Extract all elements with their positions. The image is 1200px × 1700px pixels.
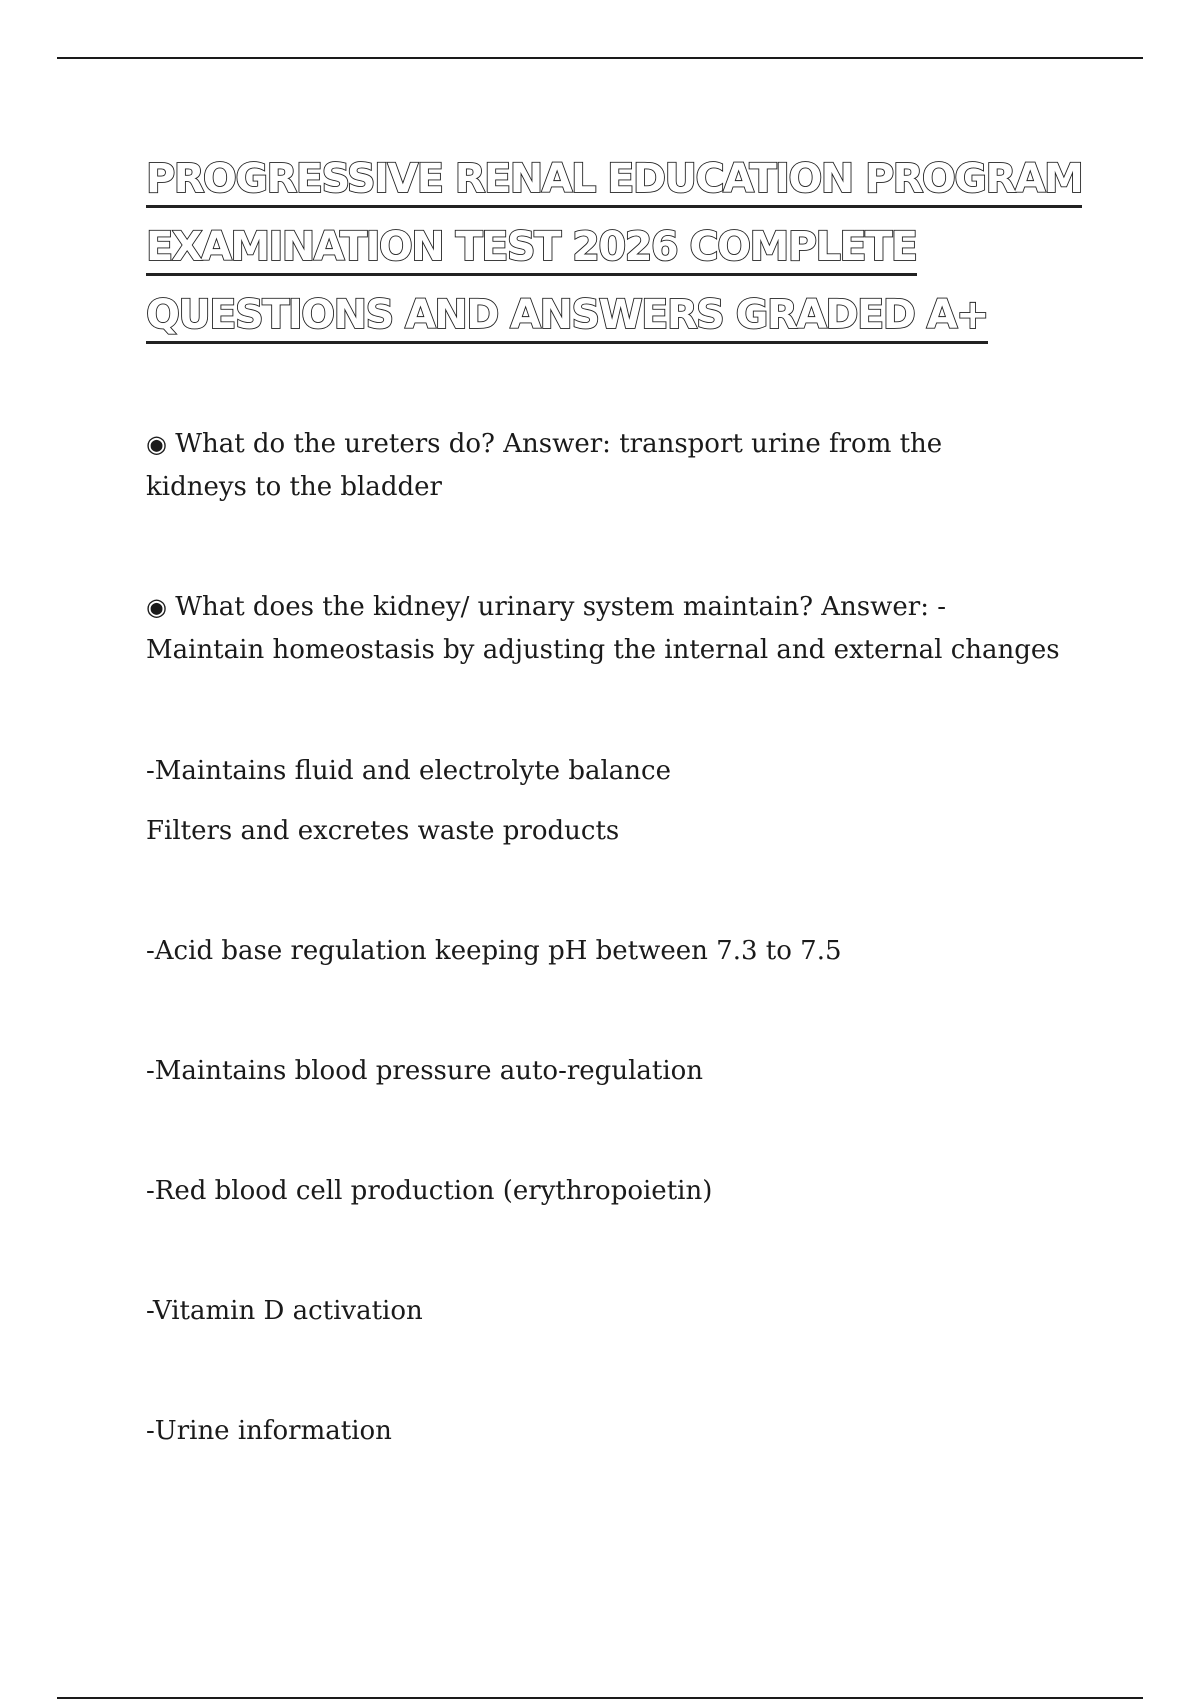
- title-line: PROGRESSIVE RENAL EDUCATION PROGRAM: [146, 145, 1106, 213]
- question-item: [146, 586, 1060, 672]
- document-title: [146, 145, 1106, 349]
- question-text: What do the ureters do? Answer: transport urine from the: [175, 429, 943, 459]
- function-item: -Vitamin D activation: [146, 1296, 423, 1326]
- bottom-rule: [57, 1697, 1143, 1699]
- function-item: -Maintains blood pressure auto-regulation: [146, 1056, 704, 1086]
- title-line: QUESTIONS AND ANSWERS GRADED A+: [146, 281, 1106, 349]
- function-item: -Maintains fluid and electrolyte balance: [146, 756, 671, 786]
- function-item: Filters and excretes waste products: [146, 816, 620, 846]
- title-line: EXAMINATION TEST 2026 COMPLETE: [146, 213, 1106, 281]
- answer-text: Maintain homeostasis by adjusting the internal and external changes: [146, 635, 1060, 665]
- function-item: -Acid base regulation keeping pH between 7.3 to 7.5: [146, 936, 842, 966]
- radio-bullet-icon: ◉: [146, 430, 167, 458]
- top-rule: [57, 57, 1143, 59]
- function-item: -Urine information: [146, 1416, 392, 1446]
- function-item: -Red blood cell production (erythropoietin): [146, 1176, 713, 1206]
- answer-text: kidneys to the bladder: [146, 472, 442, 502]
- radio-bullet-icon: ◉: [146, 593, 167, 621]
- question-item: [146, 423, 942, 509]
- question-text: What does the kidney/ urinary system maintain? Answer: -: [175, 592, 947, 622]
